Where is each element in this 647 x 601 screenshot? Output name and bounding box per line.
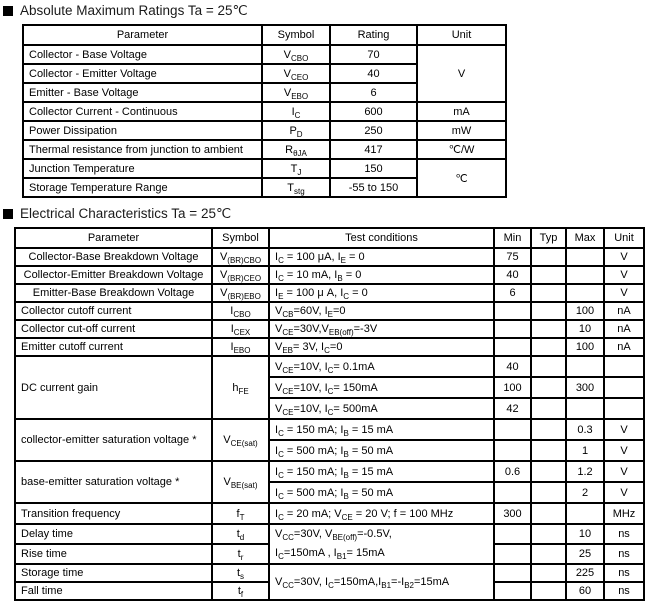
param-cell: collector-emitter saturation voltage * [15,419,212,461]
table-row [23,102,506,121]
param-cell: Rise time [15,544,212,564]
rating-cell: 70 [330,45,417,64]
unit-cell: V [604,482,644,503]
test-conditions-cell: $V_{EB}= 3V$, $I_C=0$ [269,338,494,356]
unit-cell: ns [604,524,644,544]
col-header-rating: Rating [330,25,417,45]
min-cell: 300 [494,503,531,524]
max-cell: 60 [566,582,604,600]
typ-cell [531,582,566,600]
symbol-cell: $R_{\theta JA}$ [262,140,330,159]
symbol-cell: $V_{CEO}$ [262,64,330,83]
unit-cell: ns [604,564,644,582]
unit-cell: V [604,440,644,461]
table-row [15,564,644,582]
symbol-cell: $f_T$ [212,503,269,524]
col-header-unit: Unit [604,228,644,248]
param-cell: Storage time [15,564,212,582]
typ-cell [531,248,566,266]
max-cell: 225 [566,564,604,582]
square-bullet-icon [3,6,13,16]
table-row [15,338,644,356]
test-conditions-cell: $V_{CE}=10V$, $I_C= 0.1mA$ [269,356,494,377]
test-conditions-cell: $I_C = 150$ mA; $I_B = 15$ mA [269,461,494,482]
param-cell: Transition frequency [15,503,212,524]
test-conditions-cell: $V_{CB}=60V$, $I_E=0$ [269,302,494,320]
unit-cell: nA [604,338,644,356]
typ-cell [531,284,566,302]
min-cell: 0.6 [494,461,531,482]
max-cell: 2 [566,482,604,503]
max-cell: 1.2 [566,461,604,482]
col-header-max: Max [566,228,604,248]
max-cell: 10 [566,524,604,544]
min-cell [494,338,531,356]
typ-cell [531,320,566,338]
unit-cell: V [604,248,644,266]
param-cell: Collector-Emitter Breakdown Voltage [15,266,212,284]
typ-cell [531,266,566,284]
symbol-cell: $T_{stg}$ [262,178,330,197]
symbol-cell: $V_{(BR)CBO}$ [212,248,269,266]
typ-cell [531,338,566,356]
symbol-cell: $t_r$ [212,544,269,564]
table-row [15,419,644,440]
rating-cell: 417 [330,140,417,159]
test-conditions-cell: $V_{CC}=30V$, $I_C=150mA,I_{B1}=-I_{B2}=15mA$ [269,564,494,600]
col-header-parameter: Parameter [23,25,262,45]
max-cell: 25 [566,544,604,564]
test-conditions-cell: $I_C = 100$ μA, $I_E = 0$ [269,248,494,266]
typ-cell [531,356,566,377]
table-row [15,266,644,284]
typ-cell [531,440,566,461]
test-conditions-cell: $V_{CE}=30V,V_{EB(off)}=-3V$ [269,320,494,338]
typ-cell [531,544,566,564]
param-cell: Thermal resistance from junction to ambient [23,140,262,159]
max-cell: 0.3 [566,419,604,440]
electrical-characteristics-table [14,227,645,601]
max-cell: 10 [566,320,604,338]
param-cell: Emitter cutoff current [15,338,212,356]
max-cell: 1 [566,440,604,461]
test-conditions-cell: $V_{CE}=10V$, $I_C= 150mA$ [269,377,494,398]
col-header-min: Min [494,228,531,248]
table-row [15,248,644,266]
col-header-parameter: Parameter [15,228,212,248]
table-header-row [15,228,644,248]
min-cell [494,524,531,544]
table-row [23,159,506,178]
rating-cell: -55 to 150 [330,178,417,197]
unit-cell [604,377,644,398]
symbol-cell: $V_{EBO}$ [262,83,330,102]
max-cell: 300 [566,377,604,398]
min-cell: 40 [494,266,531,284]
min-cell [494,320,531,338]
unit-cell: ℃ [417,159,506,197]
min-cell: 100 [494,377,531,398]
param-cell: Delay time [15,524,212,544]
col-header-symbol: Symbol [262,25,330,45]
unit-cell: mA [417,102,506,121]
col-header-unit: Unit [417,25,506,45]
param-cell: Collector - Base Voltage [23,45,262,64]
test-conditions-cell [269,524,494,564]
col-header-symbol: Symbol [212,228,269,248]
unit-cell: ℃/W [417,140,506,159]
test-conditions-cell: $I_C = 20$ mA; $V_{CE} = 20$ V; f = 100 MHz [269,503,494,524]
unit-cell: V [417,45,506,102]
param-cell: base-emitter saturation voltage * [15,461,212,503]
test-conditions-cell: $I_C = 10$ mA, $I_B = 0$ [269,266,494,284]
unit-cell: nA [604,320,644,338]
symbol-cell: $I_{EBO}$ [212,338,269,356]
min-cell [494,419,531,440]
test-conditions-line2: $I_C=150mA$ , $I_{B1}= 15mA$ [275,547,385,562]
param-cell: DC current gain [15,356,212,419]
table-header-row [23,25,506,45]
max-cell [566,284,604,302]
symbol-cell: $P_D$ [262,121,330,140]
table-row [23,140,506,159]
test-conditions-cell: $I_C = 500$ mA; $I_B = 50$ mA [269,482,494,503]
unit-cell: V [604,419,644,440]
col-header-typ: Typ [531,228,566,248]
symbol-cell: $V_{CE(sat)}$ [212,419,269,461]
symbol-cell: $I_{CBO}$ [212,302,269,320]
test-conditions-cell: $I_E = 100$ μ A, $I_C = 0$ [269,284,494,302]
section-title-text: Absolute Maximum Ratings Ta = 25℃ [20,3,248,18]
min-cell [494,564,531,582]
typ-cell [531,419,566,440]
table-row [15,524,644,544]
rating-cell: 6 [330,83,417,102]
max-cell [566,248,604,266]
max-cell: 100 [566,302,604,320]
typ-cell [531,503,566,524]
symbol-cell: $t_s$ [212,564,269,582]
unit-cell: ns [604,582,644,600]
max-cell [566,503,604,524]
min-cell [494,440,531,461]
typ-cell [531,524,566,544]
unit-cell: V [604,461,644,482]
test-conditions-cell: $I_C = 150$ mA; $I_B = 15$ mA [269,419,494,440]
table-row [15,320,644,338]
square-bullet-icon [3,209,13,219]
rating-cell: 250 [330,121,417,140]
max-cell [566,356,604,377]
min-cell [494,544,531,564]
symbol-cell: $I_C$ [262,102,330,121]
unit-cell: MHz [604,503,644,524]
param-cell: Collector-Base Breakdown Voltage [15,248,212,266]
min-cell [494,302,531,320]
test-conditions-cell: $I_C = 500$ mA; $I_B = 50$ mA [269,440,494,461]
table-row [15,503,644,524]
param-cell: Power Dissipation [23,121,262,140]
symbol-cell: $t_d$ [212,524,269,544]
max-cell [566,398,604,419]
test-conditions-cell: $V_{CE}=10V$, $I_C= 500mA$ [269,398,494,419]
table-row [15,284,644,302]
symbol-cell: $T_J$ [262,159,330,178]
unit-cell: mW [417,121,506,140]
max-cell [566,266,604,284]
min-cell: 75 [494,248,531,266]
section-title-text: Electrical Characteristics Ta = 25℃ [20,206,232,221]
param-cell: Emitter-Base Breakdown Voltage [15,284,212,302]
min-cell [494,482,531,503]
param-cell: Collector cutoff current [15,302,212,320]
unit-cell [604,398,644,419]
symbol-cell: $h_{FE}$ [212,356,269,419]
min-cell: 42 [494,398,531,419]
unit-cell: V [604,266,644,284]
section-title-electrical [0,198,647,227]
typ-cell [531,302,566,320]
min-cell: 6 [494,284,531,302]
param-cell: Collector - Emitter Voltage [23,64,262,83]
rating-cell: 600 [330,102,417,121]
symbol-cell: $V_{BE(sat)}$ [212,461,269,503]
table-row [15,461,644,482]
rating-cell: 150 [330,159,417,178]
unit-cell [604,356,644,377]
typ-cell [531,564,566,582]
rating-cell: 40 [330,64,417,83]
unit-cell: V [604,284,644,302]
param-cell: Emitter - Base Voltage [23,83,262,102]
table-row [23,121,506,140]
unit-cell: ns [604,544,644,564]
typ-cell [531,377,566,398]
param-cell: Fall time [15,582,212,600]
absolute-max-ratings-table [22,24,507,198]
test-conditions-line1: $V_{CC}=30V$, $V_{BE(off)}=-0.5V$, [275,528,392,543]
param-cell: Collector Current - Continuous [23,102,262,121]
typ-cell [531,461,566,482]
section-title-absolute-max [0,0,647,24]
symbol-cell: $I_{CEX}$ [212,320,269,338]
col-header-test-conditions: Test conditions [269,228,494,248]
symbol-cell: $V_{CBO}$ [262,45,330,64]
min-cell [494,582,531,600]
param-cell: Storage Temperature Range [23,178,262,197]
symbol-cell: $t_f$ [212,582,269,600]
table-row [15,356,644,377]
max-cell: 100 [566,338,604,356]
min-cell: 40 [494,356,531,377]
unit-cell: nA [604,302,644,320]
symbol-cell: $V_{(BR)EBO}$ [212,284,269,302]
table-row [15,302,644,320]
symbol-cell: $V_{(BR)CEO}$ [212,266,269,284]
param-cell: Junction Temperature [23,159,262,178]
param-cell: Collector cut-off current [15,320,212,338]
typ-cell [531,398,566,419]
typ-cell [531,482,566,503]
table-row [23,45,506,64]
